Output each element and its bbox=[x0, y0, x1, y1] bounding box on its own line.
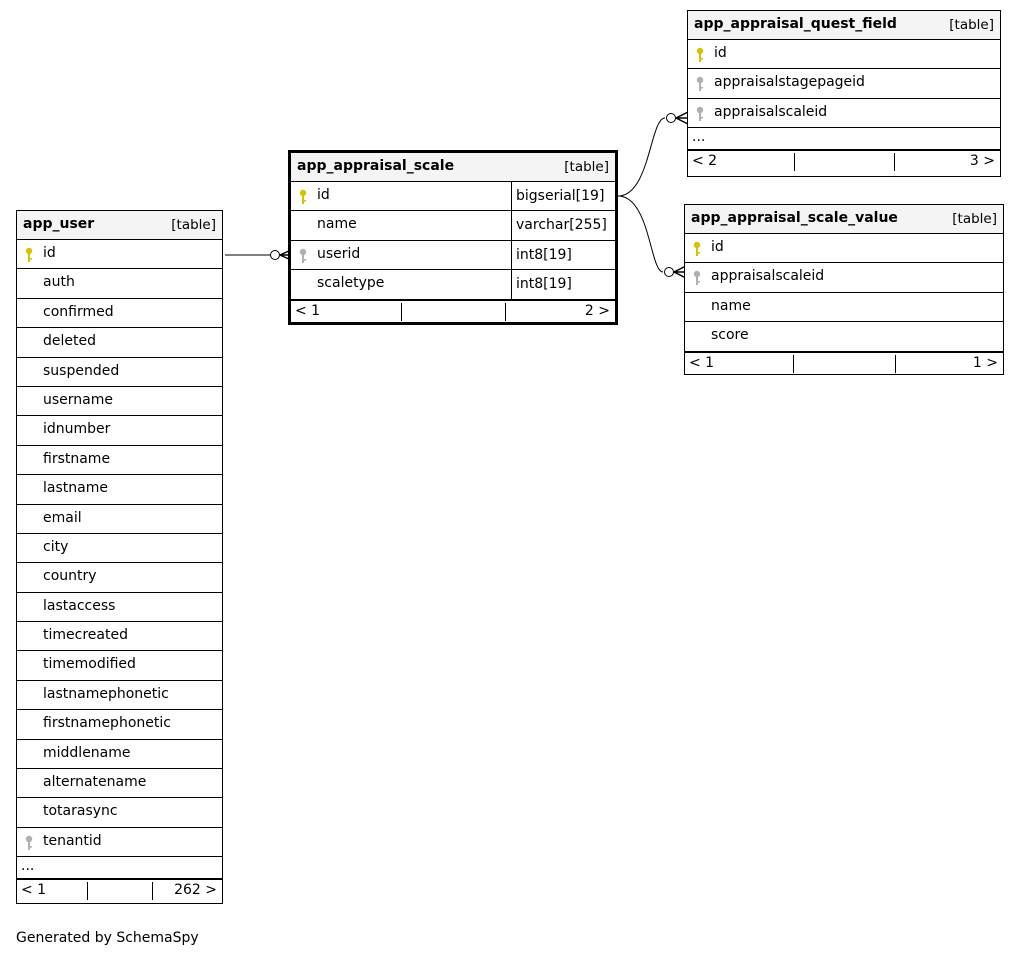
table-type: [table] bbox=[952, 211, 997, 227]
footer-divider bbox=[895, 355, 896, 373]
column-name: score bbox=[711, 327, 749, 344]
footer-divider bbox=[505, 303, 506, 321]
primary-key-icon bbox=[299, 189, 307, 205]
table-type: [table] bbox=[171, 217, 216, 233]
column-row[interactable] bbox=[17, 534, 222, 563]
column-name: scaletype bbox=[317, 275, 385, 292]
column-name: firstnamephonetic bbox=[43, 715, 171, 732]
footer-divider bbox=[794, 153, 795, 171]
column-name: email bbox=[43, 509, 82, 526]
column-type: int8[19] bbox=[511, 241, 572, 269]
column-name: suspended bbox=[43, 362, 120, 379]
primary-key-icon bbox=[696, 47, 704, 63]
table-header[interactable] bbox=[17, 211, 222, 240]
column-row[interactable] bbox=[17, 358, 222, 387]
column-row[interactable] bbox=[291, 182, 615, 211]
footer-divider bbox=[401, 303, 402, 321]
foreign-key-icon bbox=[693, 270, 701, 286]
more-columns-label: ... bbox=[21, 858, 35, 875]
table-footer bbox=[688, 150, 1000, 173]
column-name: auth bbox=[43, 274, 75, 291]
column-name: middlename bbox=[43, 744, 131, 761]
column-type: bigserial[19] bbox=[511, 182, 604, 210]
table-app-user[interactable] bbox=[16, 210, 223, 904]
column-row[interactable] bbox=[688, 99, 1000, 128]
column-row[interactable] bbox=[17, 240, 222, 269]
column-row[interactable] bbox=[685, 293, 1003, 322]
table-app-appraisal-scale-value[interactable] bbox=[684, 204, 1004, 375]
table-type: [table] bbox=[564, 159, 609, 175]
column-name: timemodified bbox=[43, 656, 136, 673]
column-type: varchar[255] bbox=[511, 211, 607, 239]
table-footer bbox=[291, 300, 615, 323]
children-count[interactable]: 2 > bbox=[584, 302, 610, 319]
more-columns-label: ... bbox=[692, 129, 706, 146]
column-row[interactable] bbox=[688, 69, 1000, 98]
column-row[interactable] bbox=[17, 593, 222, 622]
column-row[interactable] bbox=[17, 299, 222, 328]
table-app-appraisal-scale[interactable] bbox=[288, 150, 618, 325]
footer-divider bbox=[87, 882, 88, 900]
column-name: appraisalscaleid bbox=[711, 268, 825, 285]
column-row[interactable] bbox=[17, 475, 222, 504]
link-scale-scalevalue-zero bbox=[665, 268, 674, 277]
column-name: id bbox=[714, 45, 727, 61]
column-name: lastname bbox=[43, 480, 108, 497]
column-name: lastnamephonetic bbox=[43, 685, 169, 702]
table-name: app_user bbox=[23, 216, 95, 232]
column-row[interactable] bbox=[17, 505, 222, 534]
column-name: id bbox=[317, 187, 330, 203]
more-columns[interactable] bbox=[17, 857, 222, 879]
column-row[interactable] bbox=[17, 740, 222, 769]
table-footer bbox=[17, 879, 222, 902]
parents-count[interactable]: < 1 bbox=[295, 302, 321, 319]
link-scale-scalevalue bbox=[618, 196, 663, 272]
column-row[interactable] bbox=[17, 710, 222, 739]
column-name: name bbox=[711, 297, 751, 314]
children-count[interactable]: 3 > bbox=[969, 153, 995, 170]
primary-key-icon bbox=[25, 247, 33, 263]
column-name: name bbox=[317, 216, 357, 233]
foreign-key-icon bbox=[25, 835, 33, 851]
column-row[interactable] bbox=[17, 328, 222, 357]
column-name: timecreated bbox=[43, 627, 128, 644]
column-row[interactable] bbox=[17, 769, 222, 798]
column-name: id bbox=[43, 245, 56, 261]
children-count[interactable]: 1 > bbox=[972, 354, 998, 371]
column-row[interactable] bbox=[291, 241, 615, 270]
table-name: app_appraisal_quest_field bbox=[694, 16, 897, 32]
column-row[interactable] bbox=[17, 681, 222, 710]
column-name: username bbox=[43, 391, 113, 408]
table-name: app_appraisal_scale_value bbox=[691, 210, 898, 226]
link-user-scale-zero bbox=[271, 251, 280, 260]
column-name: appraisalscaleid bbox=[714, 103, 828, 120]
column-row[interactable] bbox=[17, 828, 222, 857]
generated-by-text: Generated by SchemaSpy bbox=[16, 930, 199, 946]
parents-count[interactable]: < 1 bbox=[689, 354, 715, 371]
footer-divider bbox=[793, 355, 794, 373]
table-name: app_appraisal_scale bbox=[297, 158, 455, 174]
table-header[interactable] bbox=[685, 205, 1003, 234]
foreign-key-icon bbox=[696, 76, 704, 92]
column-name: lastaccess bbox=[43, 597, 116, 614]
more-columns[interactable] bbox=[688, 128, 1000, 150]
column-row[interactable] bbox=[17, 446, 222, 475]
column-row[interactable] bbox=[291, 211, 615, 240]
column-name: deleted bbox=[43, 333, 96, 350]
column-name: idnumber bbox=[43, 421, 111, 438]
column-row[interactable] bbox=[17, 563, 222, 592]
primary-key-icon bbox=[693, 241, 701, 257]
column-name: appraisalstagepageid bbox=[714, 74, 865, 91]
foreign-key-icon bbox=[696, 106, 704, 122]
footer-divider bbox=[152, 882, 153, 900]
link-scale-questfield bbox=[618, 118, 665, 196]
column-row[interactable] bbox=[685, 322, 1003, 351]
column-row[interactable] bbox=[17, 416, 222, 445]
column-row[interactable] bbox=[291, 270, 615, 299]
column-row[interactable] bbox=[17, 387, 222, 416]
column-row[interactable] bbox=[17, 622, 222, 651]
column-name: city bbox=[43, 538, 69, 555]
column-row[interactable] bbox=[685, 234, 1003, 263]
footer-divider bbox=[894, 153, 895, 171]
table-footer bbox=[685, 352, 1003, 375]
table-header[interactable] bbox=[291, 153, 615, 182]
column-name: totarasync bbox=[43, 803, 118, 820]
table-header[interactable] bbox=[688, 11, 1000, 40]
children-count[interactable]: 262 > bbox=[174, 882, 217, 899]
column-name: confirmed bbox=[43, 303, 114, 320]
column-name: userid bbox=[317, 245, 361, 262]
foreign-key-icon bbox=[299, 248, 307, 264]
parents-count[interactable]: < 1 bbox=[21, 882, 47, 899]
column-name: alternatename bbox=[43, 774, 147, 791]
column-row[interactable] bbox=[17, 651, 222, 680]
column-name: country bbox=[43, 568, 97, 585]
parents-count[interactable]: < 2 bbox=[692, 153, 718, 170]
column-name: id bbox=[711, 239, 724, 255]
column-name: tenantid bbox=[43, 832, 102, 849]
column-name: firstname bbox=[43, 450, 111, 467]
column-type: int8[19] bbox=[511, 270, 572, 298]
link-scale-questfield-zero bbox=[667, 114, 676, 123]
table-type: [table] bbox=[949, 17, 994, 33]
column-row[interactable] bbox=[17, 798, 222, 827]
column-row[interactable] bbox=[685, 263, 1003, 292]
column-row[interactable] bbox=[17, 269, 222, 298]
column-row[interactable] bbox=[688, 40, 1000, 69]
table-app-appraisal-quest-field[interactable] bbox=[687, 10, 1001, 177]
